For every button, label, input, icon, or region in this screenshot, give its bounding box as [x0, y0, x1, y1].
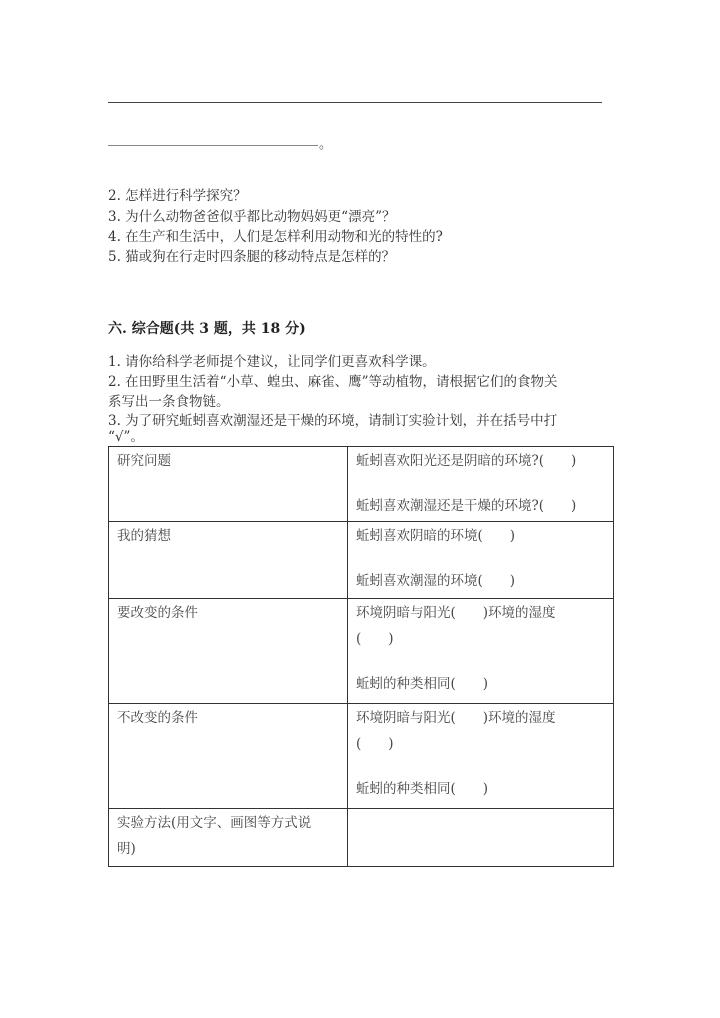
- row-label: 实验方法(用文字、画图等方式说 明): [109, 809, 348, 867]
- row-label: 不改变的条件: [109, 704, 348, 809]
- row-label: 研究问题: [109, 447, 348, 522]
- row-label: 要改变的条件: [109, 599, 348, 704]
- row-label: 我的猜想: [109, 522, 348, 599]
- option-line[interactable]: ( ): [356, 736, 394, 752]
- section6-question-2-line1: 2. 在田野里生活着“小草、蝗虫、麻雀、鹰”等动植物，请根据它们的食物关: [108, 374, 558, 390]
- question-2: 2. 怎样进行科学探究？: [108, 188, 247, 204]
- section6-question-2-line2: 系写出一条食物链。: [108, 394, 230, 410]
- answer-line-long: [108, 102, 602, 103]
- table-row-variable-conditions: [109, 599, 614, 704]
- row-content: [348, 522, 614, 599]
- row-content: [348, 704, 614, 809]
- table-row-method: [109, 809, 614, 867]
- option-line[interactable]: 环境阴暗与阳光( )环境的湿度: [356, 710, 556, 726]
- option-line[interactable]: 蚯蚓喜欢阳光还是阴暗的环境?( ): [356, 453, 577, 469]
- row-content: [348, 599, 614, 704]
- experiment-plan-table: [108, 446, 614, 867]
- table-row-constant-conditions: [109, 704, 614, 809]
- section6-question-3-line1: 3. 为了研究蚯蚓喜欢潮湿还是干燥的环境，请制订实验计划，并在括号中打: [108, 413, 558, 429]
- question-5: 5. 猫或狗在行走时四条腿的移动特点是怎样的？: [108, 249, 396, 265]
- section-title: 六. 综合题(共 3 题，共 18 分): [108, 321, 306, 337]
- option-line[interactable]: 蚯蚓喜欢潮湿还是干燥的环境?( ): [356, 498, 577, 514]
- table-row-research-question: [109, 447, 614, 522]
- answer-end-mark: 。: [319, 137, 333, 152]
- table-row-hypothesis: [109, 522, 614, 599]
- option-line[interactable]: 蚯蚓的种类相同( ): [356, 676, 489, 692]
- option-line[interactable]: ( ): [356, 631, 394, 647]
- method-answer-area[interactable]: [348, 809, 614, 867]
- option-line[interactable]: 蚯蚓的种类相同( ): [356, 781, 489, 797]
- question-4: 4. 在生产和生活中，人们是怎样利用动物和光的特性的?: [108, 229, 443, 245]
- question-3: 3. 为什么动物爸爸似乎都比动物妈妈更“漂亮”？: [108, 209, 396, 225]
- option-line[interactable]: 蚯蚓喜欢阴暗的环境( ): [356, 528, 516, 544]
- answer-line-short: [108, 145, 318, 146]
- section6-question-1: 1. 请你给科学老师提个建议，让同学们更喜欢科学课。: [108, 354, 436, 370]
- section6-question-3-line2: “√”。: [108, 429, 144, 445]
- option-line[interactable]: 环境阴暗与阳光( )环境的湿度: [356, 605, 556, 621]
- option-line[interactable]: 蚯蚓喜欢潮湿的环境( ): [356, 573, 516, 589]
- row-content: [348, 447, 614, 522]
